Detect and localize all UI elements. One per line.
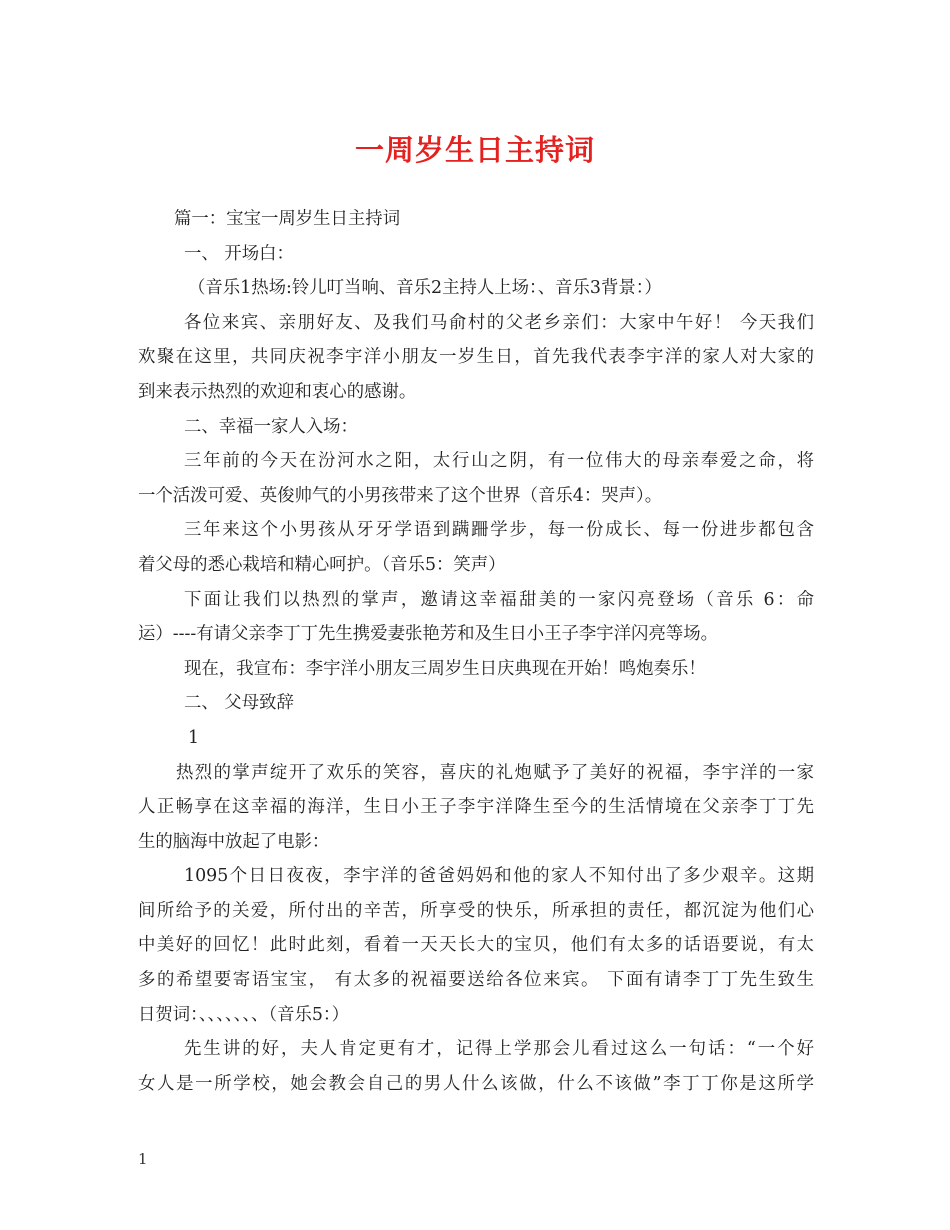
document-title: 一周岁生日主持词 xyxy=(354,133,595,167)
page-number: 1 xyxy=(138,1150,148,1168)
paragraph-line: 现在，我宣布：李宇洋小朋友三周岁生日庆典现在开始！鸣炮奏乐！ xyxy=(184,658,706,679)
paragraph-line: 下面让我们以热烈的掌声，邀请这幸福甜美的一家闪亮登场（音乐 6：命 xyxy=(184,589,814,610)
paragraph-line: 女人是一所学校，她会教会自己的男人什么该做，什么不该做”李丁丁你是这所学 xyxy=(138,1073,814,1094)
paragraph-line: 先生讲的好，夫人肯定更有才，记得上学那会儿看过这么一句话：“一个好 xyxy=(184,1039,814,1060)
paragraph-line: 多的希望要寄语宝宝， 有太多的祝福要送给各位来宾。 下面有请李丁丁先生致生 xyxy=(138,970,814,991)
paragraph-line: 间所给予的关爱，所付出的辛苦，所享受的快乐，所承担的责任，都沉淀为他们心 xyxy=(138,900,814,921)
paragraph-line: 着父母的悉心栽培和精心呵护。（音乐5：笑声） xyxy=(138,554,506,575)
paragraph-line: 中美好的回忆！此时此刻，看着一天天长大的宝贝，他们有太多的话语要说，有太 xyxy=(138,935,814,956)
paragraph-line: 各位来宾、亲朋好友、及我们马俞村的父老乡亲们：大家中午好！ 今天我们 xyxy=(184,312,814,333)
subsection-heading: 一、 开场白： xyxy=(184,243,294,264)
subsection-heading: 二、幸福一家人入场： xyxy=(184,416,358,437)
subsection-heading: 二、 父母致辞 xyxy=(184,693,294,714)
section-heading: 篇一：宝宝一周岁生日主持词 xyxy=(174,209,401,229)
paragraph-line: 三年来这个小男孩从牙牙学语到蹒跚学步，每一份成长、每一份进步都包含 xyxy=(184,520,814,541)
paragraph-line: 日贺词：、、、、、、、（音乐5：） xyxy=(138,1004,350,1025)
paragraph-line: 三年前的今天在汾河水之阳，太行山之阴，有一位伟大的母亲奉爱之命，将 xyxy=(184,451,814,472)
paragraph-line: 1095个日日夜夜，李宇洋的爸爸妈妈和他的家人不知付出了多少艰辛。这期 xyxy=(184,866,814,887)
paragraph-line: 热烈的掌声绽开了欢乐的笑容，喜庆的礼炮赋予了美好的祝福，李宇洋的一家 xyxy=(176,762,814,783)
document-body xyxy=(138,202,814,1101)
paragraph-line: 欢聚在这里，共同庆祝李宇洋小朋友一岁生日，首先我代表李宇洋的家人对大家的 xyxy=(138,347,814,368)
paragraph-line: 到来表示热烈的欢迎和衷心的感谢。 xyxy=(138,381,417,402)
paragraph-line: （音乐1热场:铃儿叮当响、音乐2主持人上场：、音乐3背景：） xyxy=(188,278,662,299)
paragraph-line: 生的脑海中放起了电影： xyxy=(138,831,330,852)
paragraph-line: 一个活泼可爱、英俊帅气的小男孩带来了这个世界（音乐4：哭声）。 xyxy=(138,485,663,506)
paragraph-line: 运）----有请父亲李丁丁先生携爱妻张艳芳和及生日小王子李宇洋闪亮等场。 xyxy=(138,624,719,645)
inline-number: 1 xyxy=(188,727,200,748)
paragraph-line: 人正畅享在这幸福的海洋，生日小王子李宇洋降生至今的生活情境在父亲李丁丁先 xyxy=(138,797,814,818)
